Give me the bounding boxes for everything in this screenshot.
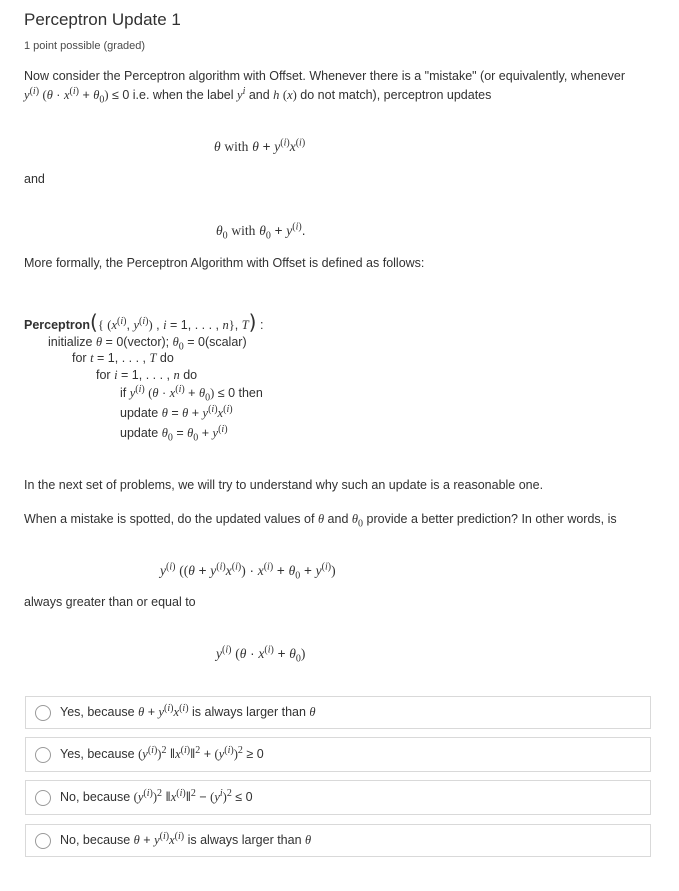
formally-text: More formally, the Perceptron Algorithm with Offset is defined as follows: bbox=[24, 256, 425, 270]
formula2-with: with bbox=[231, 223, 256, 238]
intro-and-text: and bbox=[245, 88, 274, 102]
alg-if-text: if bbox=[120, 386, 130, 400]
algorithm-update-theta: update $\theta = \theta + y^{(i)}x^{(i)}$ bbox=[120, 403, 233, 420]
radio-button[interactable] bbox=[35, 833, 51, 849]
option-3-prefix: No, because bbox=[60, 790, 134, 804]
algorithm-if: if $y^{(i)}$ $(\theta \cdot x^{(i)} + \theta_0) \le 0$ then bbox=[120, 383, 263, 404]
radio-button[interactable] bbox=[35, 747, 51, 763]
radio-button[interactable] bbox=[35, 790, 51, 806]
option-1-prefix: Yes, because bbox=[60, 705, 139, 719]
algorithm-initialize: initialize θ = 0(vector); $\theta_0$ = 0(scalar) bbox=[48, 335, 247, 353]
intro-line-1: Now consider the Perceptron algorithm with Offset. Whenever there is a "mistake" (or equivalently, whenever bbox=[24, 69, 626, 83]
updated-prediction-formula: $y^{(i)}$ $((\theta + y^{(i)}x^{(i)}) \cdot x^{(i)} + \theta_0 + y^{(i)})$ bbox=[160, 561, 336, 582]
next-set-text: In the next set of problems, we will try to understand why such an update is a reasonable one. bbox=[24, 478, 544, 492]
algorithm-update-offset: update $\theta_0 = \theta_0 + y^{(i)}$ bbox=[120, 423, 228, 444]
option-2-text: Yes, because $(y^{(i)})^2$ $‖x^{(i)}‖^2 + (y^{(i)})^2 \ge 0$ bbox=[60, 744, 264, 761]
update-offset-formula: $\theta_0$ with $\theta_0 + y^{(i)}$. bbox=[216, 221, 306, 242]
alg-vector-text: (vector); bbox=[123, 335, 173, 349]
points-label: 1 point possible (graded) bbox=[24, 40, 146, 52]
option-4-suffix: is always larger than bbox=[184, 833, 306, 847]
always-greater-text: always greater than or equal to bbox=[24, 595, 196, 609]
answer-option-1[interactable] bbox=[25, 696, 651, 729]
alg-then-text: then bbox=[235, 386, 263, 400]
alg-scalar-text: (scalar) bbox=[204, 335, 247, 349]
and-label: and bbox=[24, 172, 45, 186]
answer-option-4[interactable] bbox=[25, 824, 651, 857]
alg-initialize-text: initialize bbox=[48, 335, 96, 349]
alg-do-text-2: do bbox=[179, 368, 198, 382]
alg-do-text: do bbox=[156, 351, 174, 365]
option-4-text: No, because $\theta + y^{(i)}x^{(i)}$ is always larger than θ bbox=[60, 830, 312, 847]
question-pre: When a mistake is spotted, do the updated values of bbox=[24, 512, 318, 526]
problem-title: Perceptron Update 1 bbox=[24, 10, 181, 29]
option-2-prefix: Yes, because bbox=[60, 747, 139, 761]
question-post: provide a better prediction? In other words, is bbox=[363, 512, 617, 526]
question-and: and bbox=[324, 512, 352, 526]
question-text: When a mistake is spotted, do the updated values of θ and $\theta_0$ provide a better prediction? In other words, is bbox=[24, 512, 617, 530]
option-1-text: Yes, because $\theta + y^{(i)}x^{(i)}$ is always larger than θ bbox=[60, 702, 316, 719]
alg-for-t-text: for bbox=[72, 351, 91, 365]
option-3-text: No, because $(y^{(i)})^2$ $‖x^{(i)}‖^2 - (y^i)^2 \le 0$ bbox=[60, 787, 253, 804]
option-1-suffix: is always larger than bbox=[188, 705, 310, 719]
algorithm-for-i: for i = 1, . . . , n do bbox=[96, 368, 198, 382]
intro-line-2: $y^{(i)}$ $(\theta \cdot x^{(i)} + \theta_0) \le 0$ i.e. when the label $y^i$ and h (x) do not match), perceptron updates bbox=[24, 85, 492, 106]
formula1-with: with bbox=[224, 139, 249, 154]
update-theta-formula: θ with $\theta + y^{(i)}x^{(i)}$ bbox=[214, 137, 306, 154]
alg-update2-text: update bbox=[120, 426, 162, 440]
alg-update1-text: update bbox=[120, 406, 162, 420]
intro-tail: do not match), perceptron updates bbox=[296, 88, 492, 102]
algorithm-for-t: for t = 1, . . . , T do bbox=[72, 351, 174, 365]
original-prediction-formula: $y^{(i)}$ $(\theta \cdot x^{(i)} + \theta_0)$ bbox=[216, 644, 306, 665]
answer-option-2[interactable] bbox=[25, 737, 651, 772]
algorithm-name: Perceptron bbox=[24, 318, 90, 332]
option-4-prefix: No, because bbox=[60, 833, 134, 847]
alg-for-i-text: for bbox=[96, 368, 115, 382]
intro-ie-text: i.e. when the label bbox=[129, 88, 238, 102]
radio-button[interactable] bbox=[35, 705, 51, 721]
algorithm-header: Perceptron({ ($x^{(i)}$, $y^{(i)}$) , i = 1, . . . , n}, T) : bbox=[24, 310, 264, 334]
answer-option-3[interactable] bbox=[25, 780, 651, 815]
